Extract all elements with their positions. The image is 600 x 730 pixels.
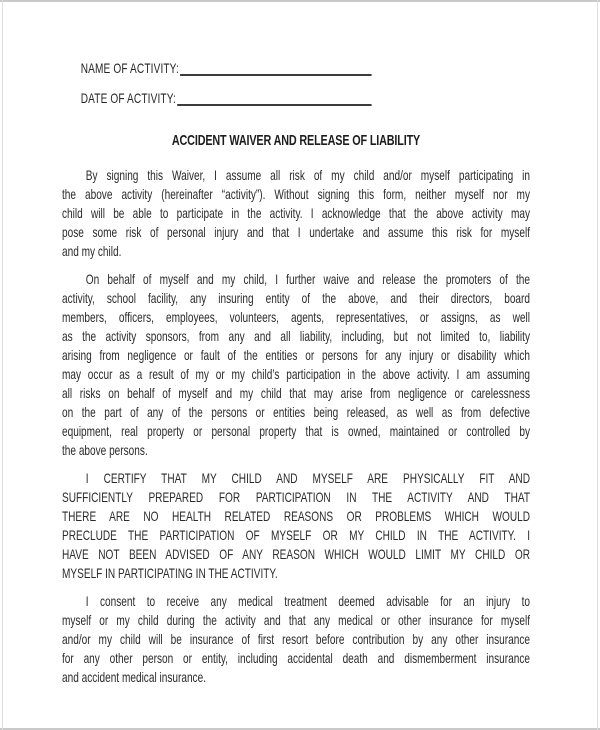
- paragraph-line: myself or my child during the activity and that any medical or other insurance for myself: [62, 612, 530, 628]
- waiver-paragraph-4: [62, 592, 530, 687]
- paragraph-line: MYSELF IN PARTICIPATING IN THE ACTIVITY.: [62, 565, 278, 581]
- page-border-top: [0, 0, 600, 2]
- date-of-activity-field[interactable]: [177, 90, 371, 106]
- paragraph-line: and accident medical insurance.: [62, 669, 207, 685]
- name-of-activity-row: [81, 60, 373, 77]
- paragraph-line: PRECLUDE THE PARTICIPATION OF MYSELF OR MY CHILD IN THE ACTIVITY. I: [62, 527, 530, 543]
- paragraph-line: I CERTIFY THAT MY CHILD AND MYSELF ARE PHYSICALLY FIT AND: [85, 470, 530, 486]
- paragraph-line: the above persons.: [62, 442, 148, 458]
- paragraph-line: all risks on behalf of myself and my child that may arise from negligence or carelessness: [62, 385, 530, 401]
- paragraph-line: may occur as a result of my or my child’s participation in the above activity. I am assuming: [62, 366, 530, 382]
- waiver-paragraph-1: [62, 166, 530, 261]
- paragraph-line: By signing this Waiver, I assume all risk of my child and/or myself participating in: [85, 167, 530, 183]
- paragraph-line: I consent to receive any medical treatment deemed advisable for an injury to: [85, 593, 530, 609]
- paragraph-line: as the activity sponsors, from any and all liability, including, but not limited to, liability: [62, 328, 530, 344]
- page-border-right: [597, 0, 598, 730]
- paragraph-line: THERE ARE NO HEALTH RELATED REASONS OR PROBLEMS WHICH WOULD: [62, 508, 530, 524]
- paragraph-line: HAVE NOT BEEN ADVISED OF ANY REASON WHICH WOULD LIMIT MY CHILD OR: [62, 546, 530, 562]
- paragraph-line: members, officers, employees, volunteers, agents, representatives, or assigns, as well: [62, 309, 530, 325]
- paragraph-line: activity, school facility, any insuring entity of the above, and their directors, board: [62, 290, 530, 306]
- name-of-activity-field[interactable]: [180, 60, 371, 76]
- paragraph-line: on the part of any of the persons or entities being released, as well as from defective: [62, 404, 530, 420]
- paragraph-line: SUFFICIENTLY PREPARED FOR PARTICIPATION IN THE ACTIVITY AND THAT: [62, 489, 530, 505]
- paragraph-line: On behalf of myself and my child, I further waive and release the promoters of the: [85, 271, 530, 287]
- paragraph-line: and/or my child will be insurance of first resort before contribution by any other insurance: [62, 631, 530, 647]
- paragraph-line: pose some risk of personal injury and that I undertake and assume this risk for myself: [62, 224, 530, 240]
- paragraph-line: equipment, real property or personal property that is owned, maintained or controlled by: [62, 423, 530, 439]
- paragraph-line: for any other person or entity, including accidental death and dismemberment insurance: [62, 650, 530, 666]
- paragraph-line: arising from negligence or fault of the entities or persons for any injury or disability which: [62, 347, 530, 363]
- paragraph-line: child will be able to participate in the activity. I acknowledge that the above activity may: [62, 205, 530, 221]
- page-border-left: [2, 0, 3, 730]
- waiver-paragraph-3: [62, 469, 530, 583]
- name-of-activity-label: NAME OF ACTIVITY:: [80, 60, 179, 76]
- document-body: [62, 166, 530, 696]
- date-of-activity-row: [81, 90, 373, 107]
- date-of-activity-label: DATE OF ACTIVITY:: [80, 90, 176, 106]
- waiver-paragraph-2: [62, 270, 530, 460]
- paragraph-line: the above activity (hereinafter “activity”). Without signing this form, neither myself nor my: [62, 186, 530, 202]
- paragraph-line: and my child.: [62, 243, 122, 259]
- document-title: ACCIDENT WAIVER AND RELEASE OF LIABILITY: [171, 132, 421, 149]
